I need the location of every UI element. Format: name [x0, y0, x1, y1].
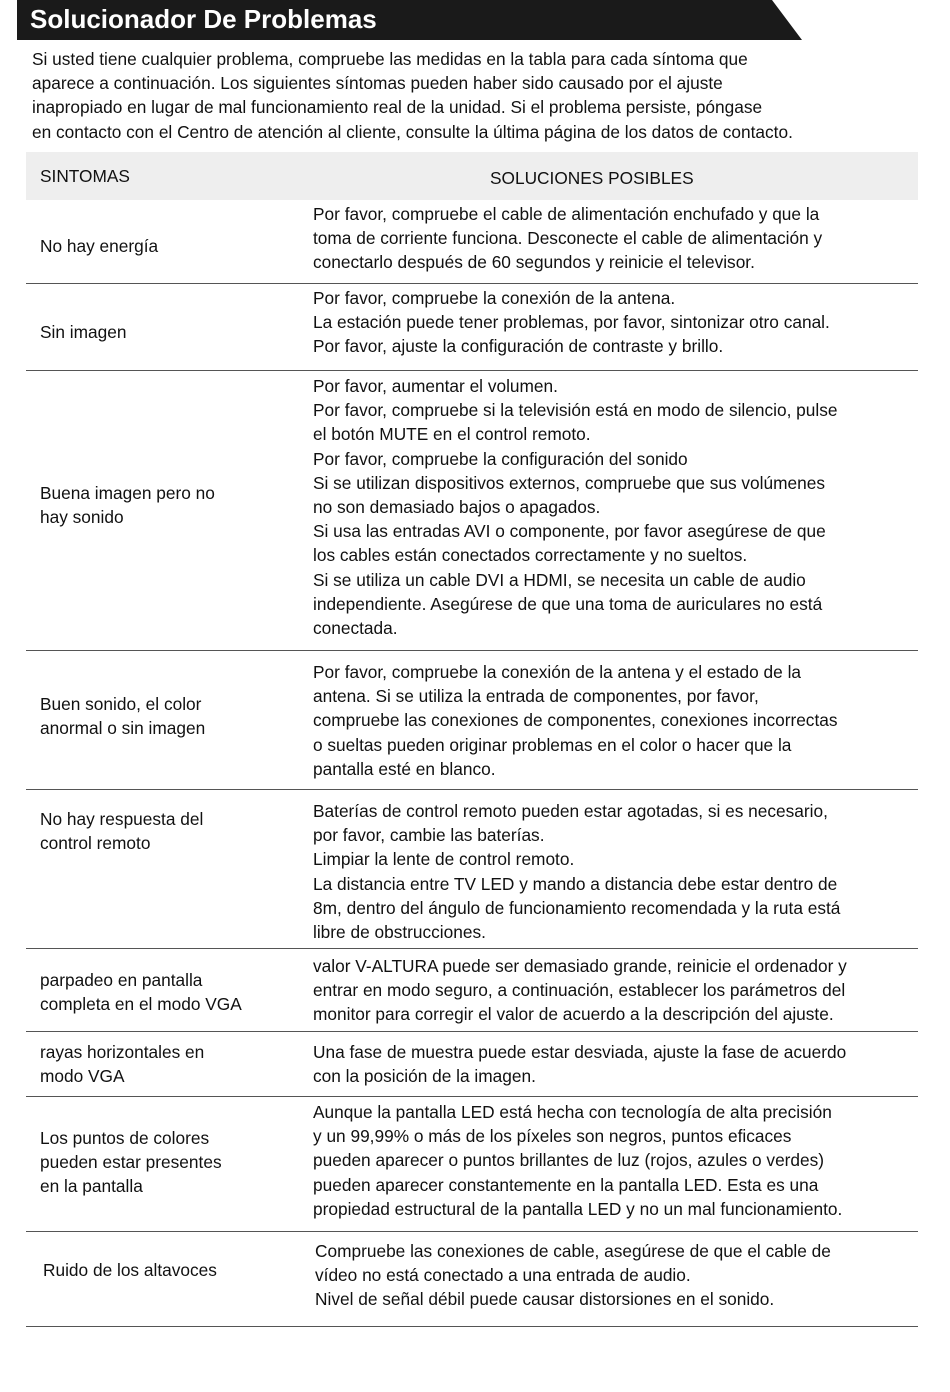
symptom-cell: parpadeo en pantalla completa en el modo VGA [40, 970, 242, 1015]
solution-cell: Por favor, compruebe la conexión de la antena. La estación puede tener problemas, por favor, sintonizar otro canal. Por favor, ajuste la configuración de contraste y brillo. [313, 288, 830, 357]
solution-cell: Por favor, aumentar el volumen. Por favor, compruebe si la televisión está en modo de silencio, pulse el botón MUTE en el control remoto. Por favor, compruebe la configuración del sonido Si se utilizan dispositivos externos, compruebe que sus volúmenes no son demasiado bajos o apagados. Si usa las entradas AVI o componente, por favor asegúrese de que los cables están conectados correctamente y no sueltos. Si se utiliza un cable DVI a HDMI, se necesita un cable de audio independiente. Asegúrese de que una toma de auriculares no está conectada. [313, 376, 838, 639]
symptom-cell: Ruido de los altavoces [43, 1260, 217, 1280]
table-bottom-border [26, 1326, 918, 1327]
column-header-solutions: SOLUCIONES POSIBLES [490, 168, 694, 188]
section-header [17, 0, 802, 40]
intro-line: inapropiado en lugar de mal funcionamiento real de la unidad. Si el problema persiste, póngase [32, 97, 763, 118]
row-divider [26, 283, 918, 284]
solution-cell: Una fase de muestra puede estar desviada, ajuste la fase de acuerdo con la posición de la imagen. [313, 1042, 847, 1087]
intro-line: aparece a continuación. Los siguientes síntomas pueden haber sido causado por el ajuste [32, 73, 723, 94]
symptom-cell: No hay energía [40, 236, 159, 256]
solution-cell: valor V-ALTURA puede ser demasiado grande, reinicie el ordenador y entrar en modo seguro, a continuación, establecer los parámetros del monitor para corregir el valor de acuerdo a la descripción del ajuste. [313, 956, 847, 1025]
row-divider [26, 948, 918, 949]
symptom-cell: Los puntos de colores pueden estar presentes en la pantalla [40, 1128, 222, 1197]
solution-cell: Aunque la pantalla LED está hecha con tecnología de alta precisión y un 99,99% o más de los píxeles son negros, puntos eficaces pueden aparecer o puntos brillantes de luz (rojos, azules o verdes) pueden aparecer constantemente en la pantalla LED. Esta es una propiedad estructural de la pantalla LED y no un mal funcionamiento. [313, 1102, 843, 1219]
page-title: Solucionador De Problemas [30, 4, 377, 34]
row-divider [26, 650, 918, 651]
solution-cell: Por favor, compruebe el cable de alimentación enchufado y que la toma de corriente funciona. Desconecte el cable de alimentación y conectarlo después de 60 segundos y reinicie el televisor. [313, 204, 823, 273]
table-header [26, 152, 918, 200]
row-divider [26, 1231, 918, 1232]
solution-cell: Compruebe las conexiones de cable, asegúrese de que el cable de vídeo no está conectado a una entrada de audio. Nivel de señal débil puede causar distorsiones en el sonido. [315, 1241, 831, 1310]
row-divider [26, 789, 918, 790]
solution-cell: Baterías de control remoto pueden estar agotadas, si es necesario, por favor, cambie las baterías. Limpiar la lente de control remoto. La distancia entre TV LED y mando a distancia debe estar dentro de 8m, dentro del ángulo de funcionamiento recomendada y la ruta está libre de obstrucciones. [313, 801, 841, 943]
symptom-cell: No hay respuesta del control remoto [40, 809, 204, 854]
column-header-symptoms: SINTOMAS [40, 166, 130, 186]
symptom-cell: Buen sonido, el color anormal o sin imagen [40, 694, 206, 739]
row-divider [26, 1096, 918, 1097]
intro-line: Si usted tiene cualquier problema, compruebe las medidas en la tabla para cada síntoma que [32, 49, 748, 69]
symptom-cell: rayas horizontales en modo VGA [40, 1042, 205, 1087]
intro-line: en contacto con el Centro de atención al cliente, consulte la última página de los datos de contacto. [32, 121, 793, 142]
symptom-cell: Sin imagen [40, 322, 127, 342]
symptom-cell: Buena imagen pero no hay sonido [40, 483, 215, 528]
solution-cell: Por favor, compruebe la conexión de la antena y el estado de la antena. Si se utiliza la entrada de componentes, por favor, compruebe las conexiones de componentes, conexiones incorrectas o sueltas pueden originar problemas en el color o hacer que la pantalla esté en blanco. [313, 662, 838, 779]
intro-paragraph [32, 47, 932, 144]
row-divider [26, 1031, 918, 1032]
row-divider [26, 370, 918, 371]
